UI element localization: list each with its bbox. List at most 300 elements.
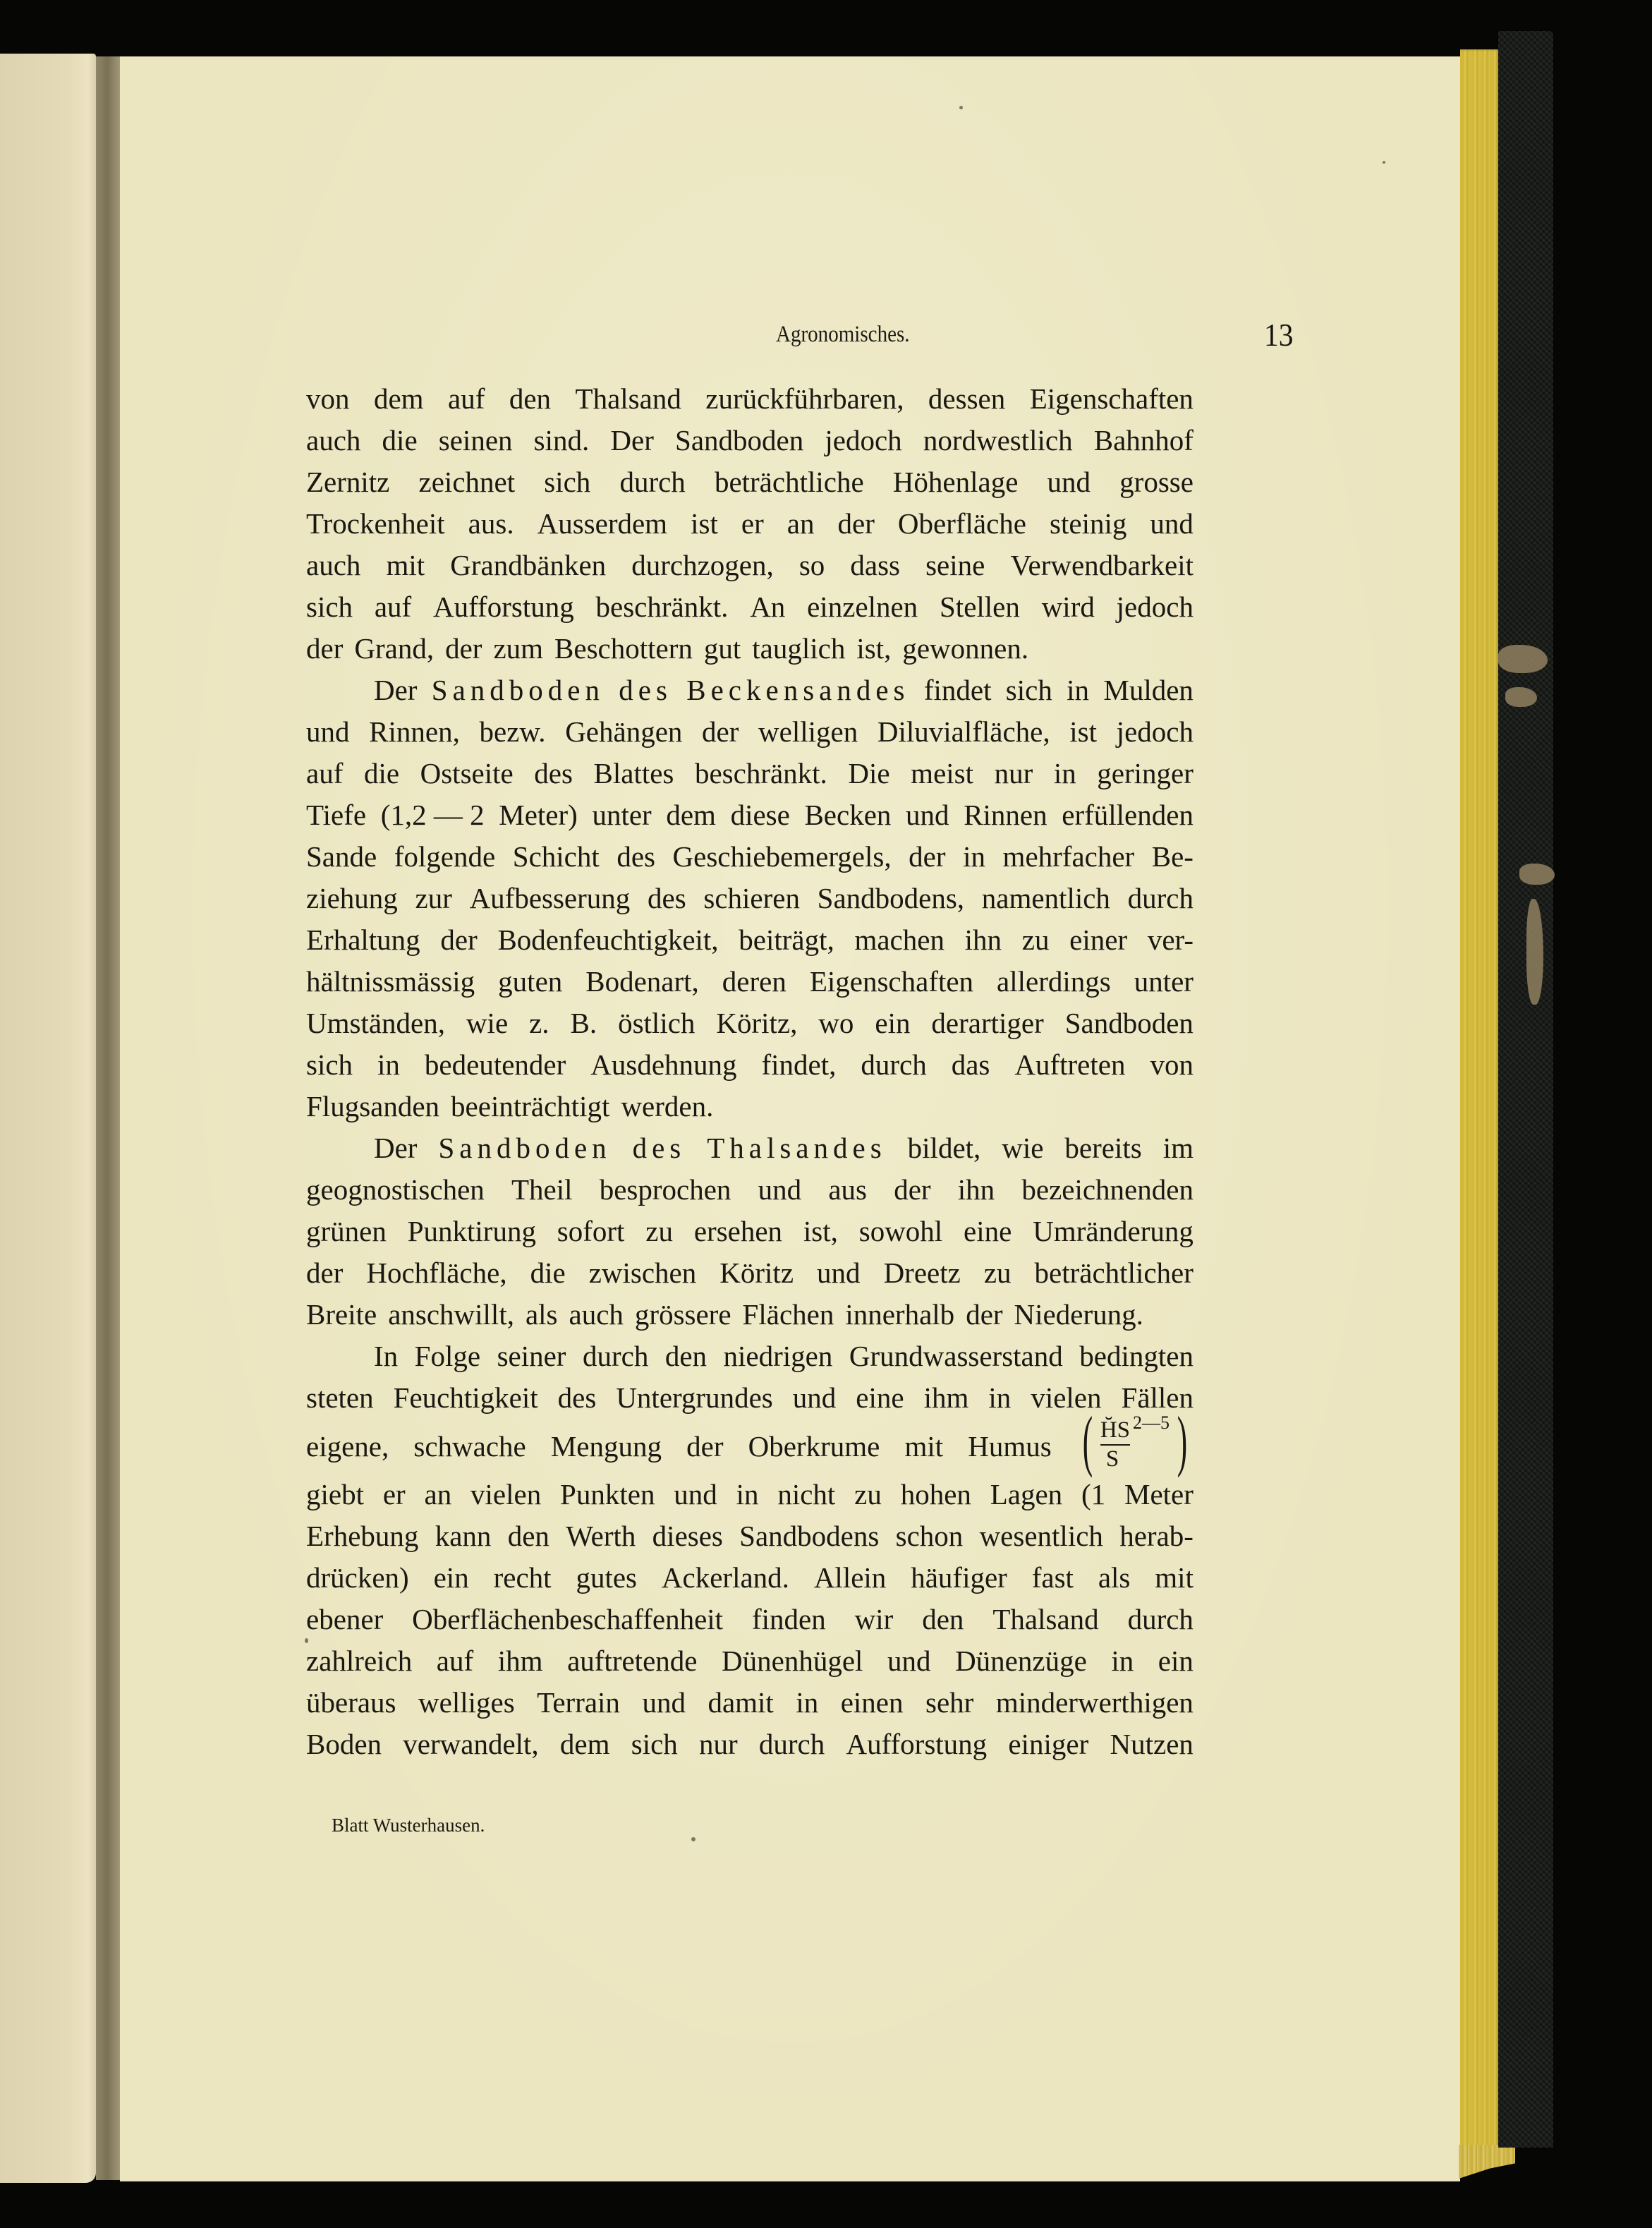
word: zahlreich <box>306 1645 413 1677</box>
paper-speck <box>691 1837 696 1841</box>
cover-tear <box>1519 864 1555 885</box>
word: des <box>617 840 655 873</box>
word: unter <box>1134 965 1194 998</box>
word: verwandelt, <box>403 1728 539 1760</box>
word: z. <box>529 1007 549 1039</box>
text-line <box>306 961 1194 1003</box>
word: Höhenlage <box>892 466 1019 498</box>
word: des <box>648 882 686 914</box>
word: derartiger <box>931 1007 1044 1039</box>
word: ist <box>1069 715 1098 748</box>
signature-line: Blatt Wusterhausen. <box>332 1815 485 1836</box>
word: deren <box>722 965 786 998</box>
word: nordwestlich <box>923 424 1073 456</box>
word: der <box>837 507 875 540</box>
body-text <box>306 378 1194 1765</box>
word: Erhebung <box>306 1520 419 1552</box>
word: Umränderung <box>1033 1215 1194 1247</box>
word: ihm <box>497 1645 543 1677</box>
word: Umständen, <box>306 1007 445 1039</box>
paper-speck <box>1383 161 1385 164</box>
word: einen <box>840 1686 904 1719</box>
word: in <box>1067 674 1090 706</box>
word: an <box>424 1478 452 1510</box>
word: auch <box>569 1298 624 1331</box>
close-paren: ) <box>1177 1403 1188 1478</box>
word: guten <box>498 965 563 998</box>
word: recht <box>493 1561 552 1594</box>
word: nur <box>699 1728 738 1760</box>
word: der <box>686 1430 724 1463</box>
text-line <box>306 545 1194 586</box>
word: seine <box>925 549 985 581</box>
humus-formula <box>1076 1403 1194 1478</box>
word: sowohl <box>858 1215 943 1247</box>
word: zu <box>983 1257 1012 1289</box>
text-line <box>306 586 1194 628</box>
word: schwache <box>413 1430 526 1463</box>
word: auf <box>436 1645 474 1677</box>
word: durch <box>1127 1603 1194 1635</box>
word: Oberfläche <box>897 507 1027 540</box>
word: durch <box>758 1728 825 1760</box>
word: wie <box>466 1007 509 1039</box>
text-line <box>306 711 1194 753</box>
word: zurückführbaren, <box>705 382 904 415</box>
word: hältnissmässig <box>306 965 475 998</box>
text-line <box>306 919 1194 961</box>
text-line <box>306 836 1194 878</box>
word: den <box>509 382 552 415</box>
word: sich <box>306 1048 353 1081</box>
text-line <box>306 1336 1194 1377</box>
word: Bahnhof <box>1093 424 1194 456</box>
word: namentlich <box>981 882 1110 914</box>
word: Theil <box>511 1173 573 1206</box>
word: dass <box>850 549 900 581</box>
word: Eigenschaften <box>809 965 974 998</box>
word: aus. <box>468 507 514 540</box>
word: des <box>619 674 672 706</box>
word: welliges <box>418 1686 515 1719</box>
word: Dreetz <box>883 1257 961 1289</box>
word: ein <box>1158 1645 1194 1677</box>
text-line <box>306 794 1194 836</box>
word: Sandboden <box>1064 1007 1194 1039</box>
word: einiger <box>1008 1728 1089 1760</box>
text-line <box>306 1377 1194 1419</box>
word: geringer <box>1097 757 1194 789</box>
word: in <box>1111 1645 1134 1677</box>
word: Auftreten <box>1014 1048 1126 1081</box>
word: und <box>674 1478 717 1510</box>
word: Köritz, <box>716 1007 798 1039</box>
word: ebener <box>306 1603 384 1635</box>
fraction <box>1100 1410 1170 1472</box>
word: ver- <box>1147 924 1194 956</box>
word: findet <box>923 674 992 706</box>
word: sehr <box>925 1686 974 1719</box>
word: zu <box>1021 924 1050 956</box>
word: zu <box>854 1478 882 1510</box>
word: ihn <box>957 1173 995 1206</box>
word: so <box>798 549 825 581</box>
word: auf <box>374 591 412 623</box>
word: östlich <box>618 1007 696 1039</box>
word: beschränkt. <box>595 591 729 623</box>
word: beeinträchtigt <box>451 1090 610 1122</box>
word: Werth <box>566 1520 636 1552</box>
open-paren: ( <box>1082 1403 1093 1478</box>
word: der <box>306 1257 344 1289</box>
word: ist, <box>856 632 892 665</box>
word: bildet, <box>907 1132 981 1164</box>
word: den <box>664 1340 707 1372</box>
word: steinig <box>1050 507 1127 540</box>
text-line <box>306 1127 1194 1169</box>
cover-tear <box>1526 899 1543 1005</box>
word: steten <box>306 1381 374 1414</box>
word: machen <box>854 924 945 956</box>
word: und <box>1047 466 1091 498</box>
word: und <box>817 1257 861 1289</box>
word: in <box>377 1048 400 1081</box>
word: Lagen <box>990 1478 1063 1510</box>
word: in <box>963 840 985 873</box>
word: hohen <box>900 1478 971 1510</box>
word: tauglich <box>752 632 846 665</box>
word: aus <box>828 1173 867 1206</box>
word: Ostseite <box>420 757 514 789</box>
word: In <box>374 1340 399 1372</box>
word: Schicht <box>512 840 600 873</box>
word: ihm <box>923 1381 969 1414</box>
word: gutes <box>576 1561 638 1594</box>
word: ein <box>433 1561 469 1594</box>
word: Ausserdem <box>537 507 668 540</box>
word: Sandboden <box>431 674 605 706</box>
word: auftretende <box>567 1645 698 1677</box>
word: und <box>792 1381 837 1414</box>
fraction-denominator: S <box>1105 1446 1119 1472</box>
text-line <box>306 420 1194 461</box>
word: durch <box>861 1048 927 1081</box>
text-line <box>306 1294 1194 1336</box>
word: ersehen <box>693 1215 783 1247</box>
word: Aufforstung <box>433 591 574 623</box>
word: beiträgt, <box>739 924 834 956</box>
word: Grandbänken <box>450 549 607 581</box>
word: dem <box>666 799 716 831</box>
word: das <box>951 1048 990 1081</box>
word: Hochfläche, <box>366 1257 507 1289</box>
word: in <box>1053 757 1076 789</box>
word: Allein <box>813 1561 887 1594</box>
word: nicht <box>777 1478 836 1510</box>
word: schon <box>895 1520 964 1552</box>
word: die <box>382 424 418 456</box>
word: Oberflächenbeschaffenheit <box>412 1603 724 1635</box>
word: Be- <box>1151 840 1194 873</box>
word: Zernitz <box>306 466 390 498</box>
word: durch <box>1127 882 1194 914</box>
word: An <box>750 591 786 623</box>
word: zum <box>493 632 544 665</box>
word: Thalsand <box>575 382 681 415</box>
word: eine <box>856 1381 904 1414</box>
word: häufiger <box>911 1561 1007 1594</box>
word: Rinnen, <box>369 715 460 748</box>
word: mit <box>386 549 425 581</box>
word: einer <box>1069 924 1128 956</box>
gilded-page-edges <box>1460 49 1500 2166</box>
word: Mulden <box>1103 674 1194 706</box>
word: durch <box>619 466 686 498</box>
word: Fällen <box>1121 1381 1194 1414</box>
word: des <box>557 1381 597 1414</box>
word: beschränkt. <box>694 757 827 789</box>
word: den <box>507 1520 549 1552</box>
fraction-numerator: H̆S $^{2—5}$ <box>1100 1412 1170 1443</box>
text-line <box>306 1474 1194 1515</box>
word: Mengung <box>550 1430 662 1463</box>
word: zu <box>645 1215 673 1247</box>
word: von <box>306 382 350 415</box>
word: wird <box>1041 591 1095 623</box>
word: wie <box>1002 1132 1044 1164</box>
word: Meter <box>1124 1478 1194 1510</box>
word: Ausdehnung <box>590 1048 737 1081</box>
word: wo <box>818 1007 854 1039</box>
word: grosse <box>1119 466 1194 498</box>
word: innerhalb <box>845 1298 955 1331</box>
word: eigene, <box>306 1430 389 1463</box>
word: gewonnen. <box>902 632 1029 665</box>
word: sich <box>306 591 353 623</box>
text-line <box>306 1682 1194 1724</box>
word: herab- <box>1119 1520 1194 1552</box>
word: nur <box>994 757 1033 789</box>
word: anschwillt, <box>388 1298 514 1331</box>
word: auf <box>448 382 485 415</box>
word: jedoch <box>1116 591 1194 623</box>
word: Punktirung <box>407 1215 536 1247</box>
word: der <box>894 1173 931 1206</box>
word: Oberkrume <box>748 1430 880 1463</box>
text-line <box>306 1003 1194 1044</box>
text-line <box>306 461 1194 503</box>
word: Blattes <box>593 757 674 789</box>
gilded-page-edges-bottom <box>1459 2145 1515 2179</box>
word: zur <box>415 882 452 914</box>
word: damit <box>707 1686 774 1719</box>
word: Thalsandes <box>707 1132 887 1164</box>
word: überaus <box>306 1686 396 1719</box>
word: jedoch <box>825 424 902 456</box>
word: jedoch <box>1116 715 1194 748</box>
paper-speck <box>959 106 963 109</box>
word: Sandboden <box>438 1132 612 1164</box>
word: Thalsand <box>992 1603 1099 1635</box>
word: Verwendbarkeit <box>1010 549 1194 581</box>
word: Der <box>610 424 654 456</box>
text-line <box>306 628 1194 670</box>
word: Breite <box>306 1298 377 1331</box>
word: bezw. <box>479 715 546 748</box>
word: und <box>306 715 350 748</box>
text-line <box>306 1557 1194 1599</box>
word: Flächen <box>742 1298 834 1331</box>
previous-page-edge <box>0 54 96 2183</box>
word: und <box>1150 507 1194 540</box>
word: dieses <box>652 1520 723 1552</box>
word: Sande <box>306 840 377 873</box>
word: geognostischen <box>306 1173 485 1206</box>
word: bedingten <box>1079 1340 1194 1372</box>
word: bezeichnenden <box>1021 1173 1194 1206</box>
word: im <box>1162 1132 1194 1164</box>
text-line <box>306 1724 1194 1765</box>
word: ein <box>875 1007 911 1039</box>
word: dem <box>559 1728 610 1760</box>
word: wesentlich <box>979 1520 1103 1552</box>
word: ist, <box>803 1215 838 1247</box>
word: und <box>906 799 949 831</box>
text-line <box>306 878 1194 919</box>
word: Tiefe <box>306 799 367 831</box>
word: Stellen <box>940 591 1020 623</box>
word: durch <box>582 1340 649 1372</box>
word: (1 <box>1081 1478 1106 1510</box>
word: minderwerthigen <box>995 1686 1194 1719</box>
word: giebt <box>306 1478 364 1510</box>
word: welligen <box>758 715 858 748</box>
word: grünen <box>306 1215 387 1247</box>
word: Trockenheit <box>306 507 445 540</box>
word: niedrigen <box>723 1340 833 1372</box>
word: (1,2 — 2 <box>380 799 485 831</box>
running-header <box>120 316 1460 358</box>
word: folgende <box>394 840 496 873</box>
word: Meter) <box>499 799 578 831</box>
word: sich <box>1005 674 1052 706</box>
word: B. <box>570 1007 597 1039</box>
word: Köritz <box>719 1257 794 1289</box>
word: den <box>922 1603 964 1635</box>
word: in <box>988 1381 1012 1414</box>
word: Dünenzüge <box>955 1645 1087 1677</box>
word: Flugsanden <box>306 1090 440 1122</box>
word: Der <box>374 1132 418 1164</box>
word: fast <box>1031 1561 1074 1594</box>
word: Gehängen <box>565 715 683 748</box>
word: Dünenhügel <box>722 1645 863 1677</box>
word: Sandbodens, <box>817 882 965 914</box>
word: als <box>525 1298 558 1331</box>
word: Untergrundes <box>616 1381 773 1414</box>
page-number: 13 <box>1264 317 1294 353</box>
word: gut <box>703 632 741 665</box>
word: an <box>786 507 815 540</box>
text-line <box>306 1252 1194 1294</box>
word: Bodenfeuchtigkeit, <box>497 924 719 956</box>
word: und <box>887 1645 931 1677</box>
word: die <box>530 1257 566 1289</box>
text-line <box>306 1086 1194 1127</box>
word: Terrain <box>537 1686 620 1719</box>
word: Aufbesserung <box>469 882 631 914</box>
word: vielen <box>470 1478 542 1510</box>
word: Ackerland. <box>661 1561 789 1594</box>
text-line <box>306 1640 1194 1682</box>
word: Diluvialfläche, <box>877 715 1050 748</box>
word: in <box>736 1478 759 1510</box>
word: findet, <box>761 1048 837 1081</box>
word: werden. <box>621 1090 714 1122</box>
word: drücken) <box>306 1561 409 1594</box>
word: Becken <box>804 799 892 831</box>
word: kann <box>435 1520 492 1552</box>
word: und <box>642 1686 686 1719</box>
word: Erhaltung <box>306 924 420 956</box>
word: auch <box>306 549 361 581</box>
word: einzelnen <box>807 591 918 623</box>
word: beträchtliche <box>714 466 864 498</box>
word: er <box>741 507 764 540</box>
text-line <box>306 378 1194 420</box>
word: wir <box>854 1603 894 1635</box>
word: erfüllenden <box>1062 799 1194 831</box>
text-line <box>306 1515 1194 1557</box>
text-line <box>306 1169 1194 1211</box>
word: Eigenschaften <box>1029 382 1194 415</box>
word: als <box>1098 1561 1131 1594</box>
word: sich <box>631 1728 678 1760</box>
word: Rinnen <box>964 799 1047 831</box>
word: zeichnet <box>418 466 516 498</box>
word: Die <box>848 757 890 789</box>
word: Folge <box>414 1340 481 1372</box>
word: der <box>306 632 344 665</box>
word: besprochen <box>599 1173 731 1206</box>
word: vielen <box>1031 1381 1102 1414</box>
word: die <box>363 757 400 789</box>
word: sind. <box>533 424 590 456</box>
word: bereits <box>1064 1132 1142 1164</box>
word: ist <box>691 507 718 540</box>
word: zwischen <box>588 1257 697 1289</box>
word: der <box>702 715 739 748</box>
text-line <box>306 1044 1194 1086</box>
running-title: Agronomisches. <box>776 322 910 347</box>
word: des <box>632 1132 686 1164</box>
word: Grundwasserstand <box>849 1340 1063 1372</box>
word: Der <box>374 674 418 706</box>
word: allerdings <box>997 965 1111 998</box>
word: eine <box>964 1215 1012 1247</box>
word: der <box>440 924 478 956</box>
word: ihn <box>964 924 1002 956</box>
word: Beschottern <box>554 632 693 665</box>
word: von <box>1150 1048 1194 1081</box>
word: dem <box>373 382 424 415</box>
word: unter <box>592 799 652 831</box>
word: auf <box>306 757 344 789</box>
text-line <box>306 753 1194 794</box>
text-line <box>306 1599 1194 1640</box>
word: des <box>534 757 573 789</box>
text-line <box>306 1403 1194 1478</box>
